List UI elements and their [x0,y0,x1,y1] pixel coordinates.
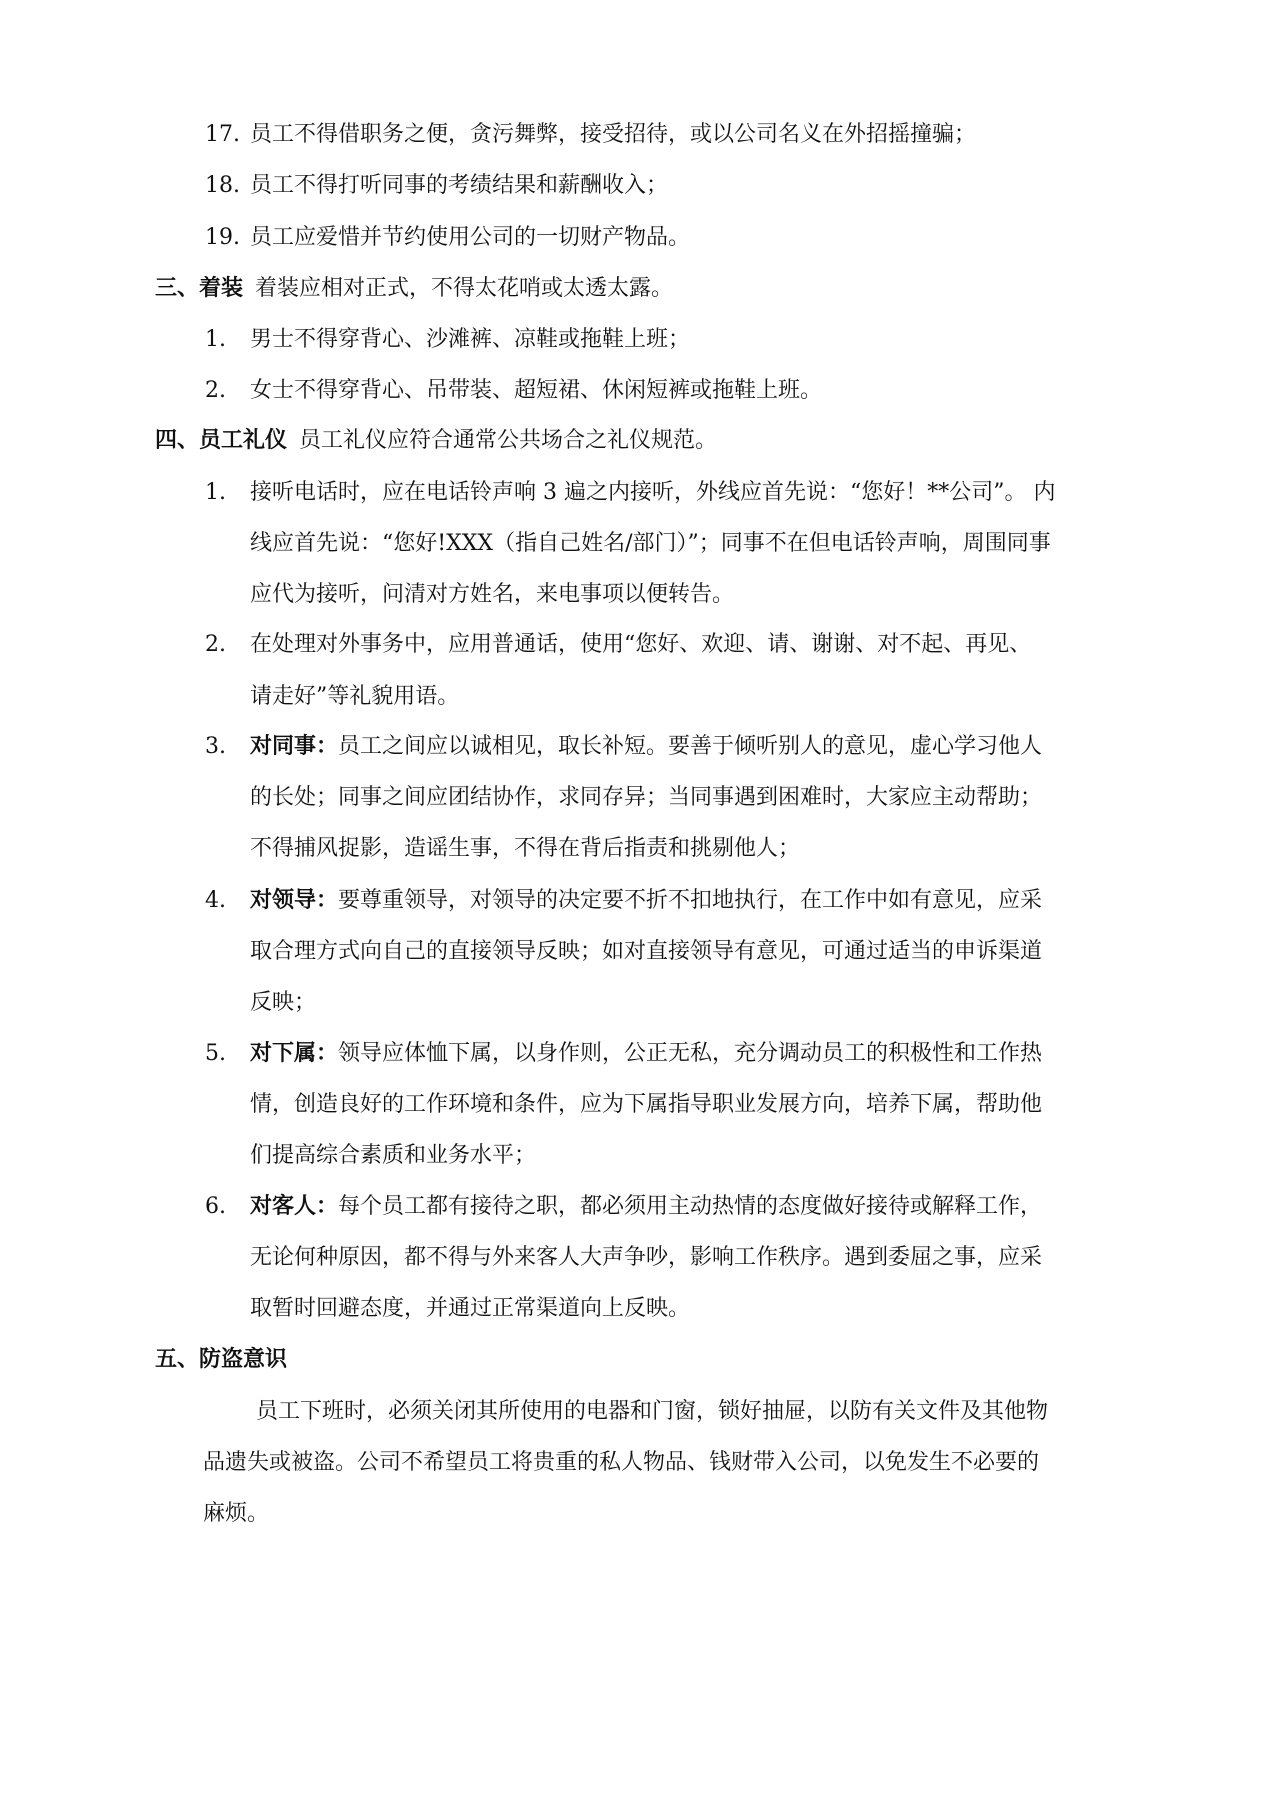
item-text-line: 的长处；同事之间应团结协作，求同存异；当同事遇到困难时，大家应主动帮助； [250,785,1043,810]
section-heading [155,274,673,304]
item-text: 员工应爱惜并节约使用公司的一切财产物品。 [250,225,691,250]
item-text-line [250,886,1192,916]
paragraph-line: 品遗失或被盗。公司不希望员工将贵重的私人物品、钱财带入公司，以免发生不必要的 [203,1450,1040,1475]
item-text-line: 们提高综合素质和业务水平； [250,1143,537,1168]
item-number: 1. [205,480,226,505]
item-text: 要尊重领导，对领导的决定要不折不扣地执行，在工作中如有意见，应采 [338,888,1043,913]
section-heading [155,1345,299,1375]
item-label: 对领导： [250,888,339,913]
item-text-line: 线应首先说：“您好!XXX（指自己姓名/部门）”；同事不在但电话铃声响，周围同事 [250,531,1051,556]
section-intro: 员工礼仪应符合通常公共场合之礼仪规范。 [299,428,718,453]
item-label: 对同事： [250,734,339,759]
item-text: 员工不得打听同事的考绩结果和薪酬收入； [250,173,669,198]
item-number: 4. [205,888,226,913]
item-number: 6. [205,1194,226,1219]
item-text-line: 应代为接听，问清对方姓名，来电事项以便转告。 [250,582,735,607]
item-number: 5. [205,1041,226,1066]
item-text: 每个员工都有接待之职，都必须用主动热情的态度做好接待或解释工作， [338,1194,1043,1219]
item-text-line [250,732,1192,762]
item-text: 员工之间应以诚相见，取长补短。要善于倾听别人的意见，虚心学习他人 [338,734,1043,759]
item-text-line: 不得捕风捉影，造谣生事，不得在背后指责和挑剔他人； [250,836,801,861]
item-text-line: 在处理对外事务中，应用普通话，使用“您好、欢迎、请、谢谢、对不起、再见、 [250,632,1032,657]
item-label: 对客人： [250,1194,339,1219]
item-number: 19. [205,225,240,250]
section-title: 五、防盗意识 [155,1347,288,1372]
item-text-line: 反映； [250,990,317,1015]
section-intro: 着装应相对正式，不得太花哨或太透太露。 [255,276,674,301]
item-number: 3. [205,734,226,759]
item-number: 2. [205,632,226,657]
item-text-line [250,1039,1192,1069]
item-text-line: 取合理方式向自己的直接领导反映；如对直接领导有意见，可通过适当的申诉渠道 [250,939,1043,964]
section-title: 三、着装 [155,276,244,301]
item-text: 男士不得穿背心、沙滩裤、凉鞋或拖鞋上班； [250,327,691,352]
item-number: 1. [205,327,226,352]
item-text: 员工不得借职务之便，贪污舞弊，接受招待，或以公司名义在外招摇撞骗； [250,122,977,147]
item-text: 女士不得穿背心、吊带装、超短裙、休闲短裤或拖鞋上班。 [250,378,823,403]
section-heading [155,426,717,456]
item-text-line [250,1192,1192,1222]
item-number: 2. [205,378,226,403]
item-text-line: 无论何种原因，都不得与外来客人大声争吵，影响工作秩序。遇到委屈之事，应采 [250,1245,1043,1270]
item-label: 对下属： [250,1041,339,1066]
item-text: 领导应体恤下属，以身作则，公正无私，充分调动员工的积极性和工作热 [338,1041,1043,1066]
item-text-line: 接听电话时，应在电话铃声响 3 遍之内接听，外线应首先说：“您好！**公司”。 内 [250,480,1056,505]
item-number: 17. [205,122,240,147]
item-number: 18. [205,173,240,198]
section-title: 四、员工礼仪 [155,428,288,453]
paragraph-line: 员工下班时，必须关闭其所使用的电器和门窗，锁好抽屉，以防有关文件及其他物 [256,1399,1049,1424]
item-text-line: 取暂时回避态度，并通过正常渠道向上反映。 [250,1296,691,1321]
item-text-line: 请走好”等礼貌用语。 [250,684,460,709]
item-text-line: 情，创造良好的工作环境和条件，应为下属指导职业发展方向，培养下属，帮助他 [250,1092,1043,1117]
paragraph-line: 麻烦。 [203,1501,270,1526]
